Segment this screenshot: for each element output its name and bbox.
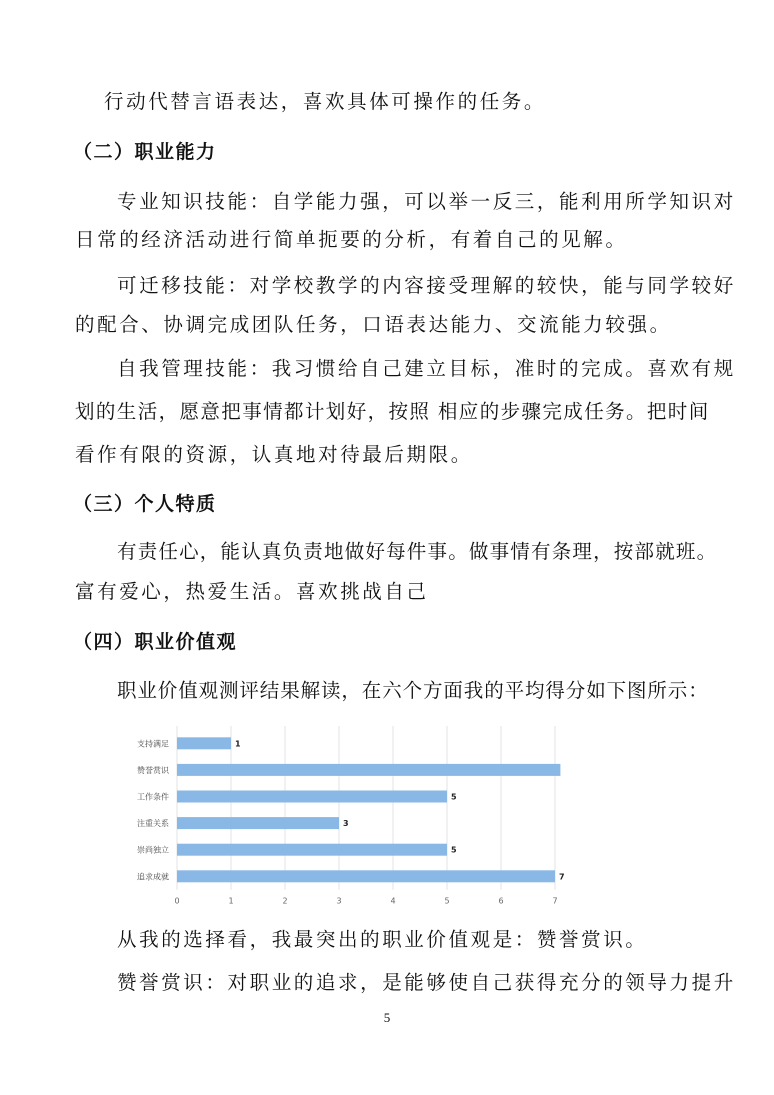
section-heading: （四）职业价值观	[73, 631, 238, 653]
text-line: 可迁移技能：对学校教学的内容接受理解的较快，能与同学较好	[117, 274, 736, 297]
page-number: 5	[383, 1010, 391, 1025]
text-line: 赞誉赏识：对职业的追求，是能够使自己获得充分的领导力提升	[117, 971, 736, 994]
data-label: 5	[451, 792, 457, 802]
text-line: 有责任心，能认真负责地做好每件事。做事情有条理，按部就班。	[117, 540, 718, 563]
bar	[177, 791, 447, 803]
category-label: 崇尚独立	[137, 845, 169, 855]
category-label: 支持满足	[137, 739, 169, 749]
career-values-bar-chart	[118, 722, 578, 907]
x-tick-label: 6	[498, 896, 504, 906]
bar	[177, 737, 231, 749]
x-tick-label: 1	[228, 896, 234, 906]
text-line: 自我管理技能：我习惯给自己建立目标，准时的完成。喜欢有规	[117, 357, 736, 380]
text-line: 日常的经济活动进行简单扼要的分析，有着自己的见解。	[75, 228, 628, 251]
text-line: 专业知识技能：自学能力强，可以举一反三，能利用所学知识对	[117, 190, 736, 213]
category-label: 赞誉赏识	[137, 765, 169, 775]
text-line: 看作有限的资源，认真地对待最后期限。	[75, 443, 473, 466]
data-label: 1	[235, 739, 241, 749]
text-line: 行动代替言语表达，喜欢具体可操作的任务。	[104, 90, 547, 113]
data-label: 3	[343, 819, 349, 829]
data-label: 7	[559, 872, 565, 882]
bar	[177, 870, 555, 882]
x-tick-label: 7	[552, 896, 558, 906]
data-label: 5	[451, 845, 457, 855]
section-heading: （三）个人特质	[73, 493, 217, 515]
bar	[177, 764, 560, 776]
x-tick-label: 3	[336, 896, 342, 906]
text-line: 从我的选择看，我最突出的职业价值观是：赞誉赏识。	[117, 928, 648, 951]
category-label: 工作条件	[137, 792, 169, 802]
x-tick-label: 2	[282, 896, 288, 906]
x-tick-label: 4	[390, 896, 396, 906]
category-label: 注重关系	[137, 819, 169, 829]
category-label: 追求成就	[137, 872, 169, 882]
text-line: 职业价值观测评结果解读，在六个方面我的平均得分如下图所示：	[117, 679, 709, 702]
x-tick-label: 5	[444, 896, 450, 906]
bar	[177, 844, 447, 856]
bar	[177, 817, 339, 829]
section-heading: （二）职业能力	[73, 141, 217, 163]
text-line: 富有爱心，热爱生活。喜欢挑战自己	[75, 580, 429, 603]
text-line: 的配合、协调完成团队任务，口语表达能力、交流能力较强。	[75, 313, 672, 336]
x-tick-label: 0	[174, 896, 180, 906]
text-line: 划的生活，愿意把事情都计划好，按照 相应的步骤完成任务。把时间	[75, 400, 710, 423]
